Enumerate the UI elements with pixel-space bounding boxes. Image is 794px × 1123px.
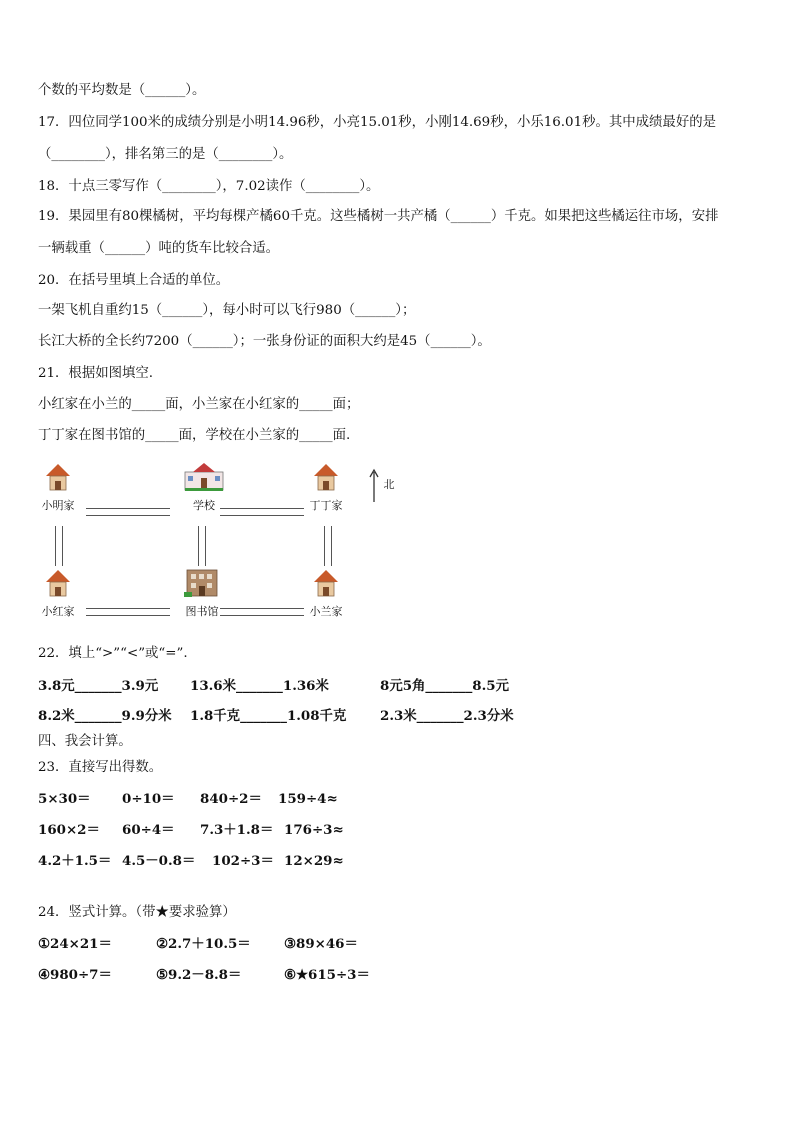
- mental-item: 159÷4≈: [278, 791, 338, 807]
- mental-item: 840÷2＝: [200, 791, 262, 807]
- section-4-heading: 四、我会计算。: [38, 734, 132, 749]
- direction-map: [38, 460, 418, 630]
- mental-item: 0÷10＝: [122, 791, 175, 807]
- vertical-item: ⑤9.2－8.8＝: [156, 967, 242, 983]
- vertical-item: ⑥★615÷3＝: [284, 967, 370, 983]
- node-label: 小兰家: [309, 605, 343, 618]
- line-average-blank: 个数的平均数是（______）。: [38, 83, 206, 98]
- compare-item: 13.6米_______1.36米: [190, 678, 329, 694]
- vertical-item: ②2.7＋10.5＝: [156, 936, 251, 952]
- mental-item: 102÷3＝: [212, 853, 274, 869]
- road: [55, 526, 63, 566]
- node-label: 小明家: [41, 499, 75, 512]
- mental-item: 5×30＝: [38, 791, 91, 807]
- node-school: [174, 462, 234, 513]
- road: [324, 526, 332, 566]
- question-21-line1: 小红家在小兰的_____面，小兰家在小红家的_____面；: [38, 397, 360, 412]
- node-xiaoming: [28, 462, 88, 513]
- library-icon: [184, 564, 220, 598]
- mental-item: 60÷4＝: [122, 822, 175, 838]
- north-indicator: [368, 468, 395, 502]
- mental-item: 176÷3≈: [284, 822, 344, 838]
- compare-item: 1.8千克_______1.08千克: [190, 708, 347, 724]
- mental-item: 12×29≈: [284, 853, 344, 869]
- node-label: 丁丁家: [309, 499, 343, 512]
- vertical-item: ①24×21＝: [38, 936, 112, 952]
- house-icon: [313, 462, 339, 492]
- question-17-cont: （________），排名第三的是（________）。: [38, 147, 293, 162]
- vertical-item: ④980÷7＝: [38, 967, 112, 983]
- house-icon: [45, 568, 71, 598]
- north-label: 北: [383, 478, 395, 491]
- question-23: 23．直接写出得数。: [38, 760, 163, 775]
- node-dingding: [296, 462, 356, 513]
- mental-item: 7.3＋1.8＝: [200, 822, 274, 838]
- question-19-cont: 一辆载重（______）吨的货车比较合适。: [38, 241, 280, 256]
- house-icon: [313, 568, 339, 598]
- road: [220, 508, 304, 516]
- vertical-item: ③89×46＝: [284, 936, 358, 952]
- north-arrow-icon: [368, 468, 380, 502]
- question-17: 17．四位同学100米的成绩分别是小明14.96秒，小亮15.01秒，小刚14.69秒，小乐16.01秒。其中成绩最好的是: [38, 115, 716, 130]
- question-20: 20．在括号里填上合适的单位。: [38, 273, 230, 288]
- school-icon: [183, 462, 225, 492]
- node-label: 学校: [193, 499, 215, 512]
- road: [86, 508, 170, 516]
- question-21: 21．根据如图填空.: [38, 366, 154, 381]
- compare-item: 3.8元_______3.9元: [38, 678, 159, 694]
- compare-item: 8.2米_______9.9分米: [38, 708, 172, 724]
- node-label: 小红家: [41, 605, 75, 618]
- question-24: 24．竖式计算。（带★要求验算）: [38, 905, 236, 920]
- question-21-line2: 丁丁家在图书馆的_____面，学校在小兰家的_____面.: [38, 428, 351, 443]
- mental-item: 4.5－0.8＝: [122, 853, 196, 869]
- node-xiaohong: [28, 568, 88, 619]
- compare-item: 8元5角_______8.5元: [380, 678, 509, 694]
- road: [198, 526, 206, 566]
- house-icon: [45, 462, 71, 492]
- road: [86, 608, 170, 616]
- node-label: 图书馆: [185, 605, 219, 618]
- question-20-line2: 长江大桥的全长约7200（______）；一张身份证的面积大约是45（______）。: [38, 334, 491, 349]
- question-20-line1: 一架飞机自重约15（______），每小时可以飞行980（______）；: [38, 303, 416, 318]
- compare-item: 2.3米_______2.3分米: [380, 708, 514, 724]
- mental-item: 160×2＝: [38, 822, 100, 838]
- question-22: 22．填上“>”“<”或“=”.: [38, 646, 188, 661]
- question-19: 19．果园里有80棵橘树，平均每棵产橘60千克。这些橘树一共产橘（______）千克。如果把这些橘运往市场，安排: [38, 209, 719, 224]
- road: [220, 608, 304, 616]
- node-xiaolan: [296, 568, 356, 619]
- mental-item: 4.2＋1.5＝: [38, 853, 112, 869]
- question-18: 18．十点三零写作（________），7.02读作（________）。: [38, 179, 380, 194]
